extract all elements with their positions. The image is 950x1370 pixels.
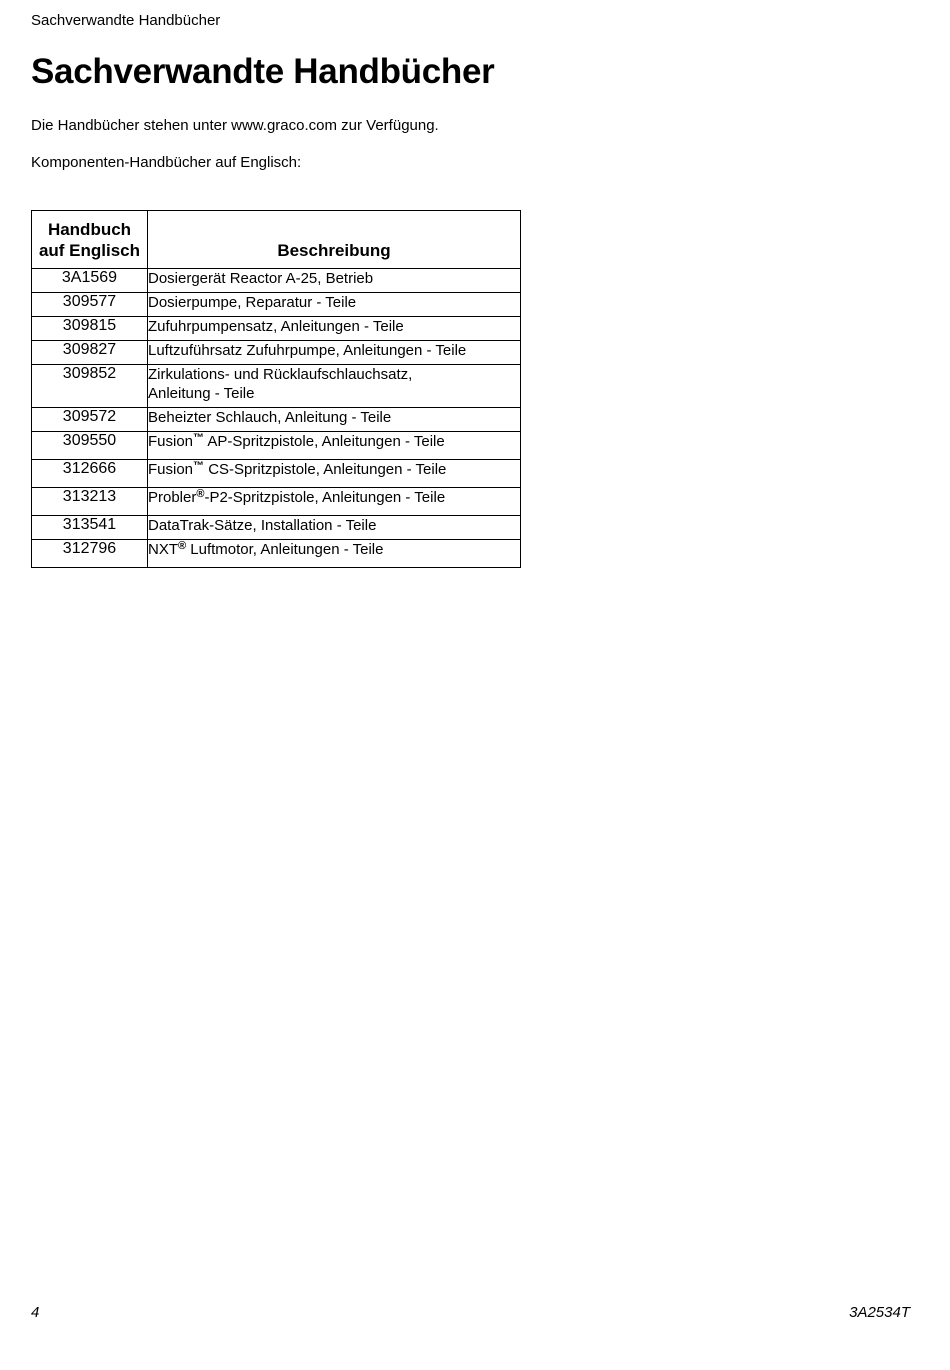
manual-description — [148, 460, 521, 488]
manual-number: 313541 — [32, 516, 148, 540]
desc-brand: Probler — [148, 489, 197, 506]
manual-number: 313213 — [32, 488, 148, 516]
table-row — [32, 341, 521, 365]
manual-description — [148, 432, 521, 460]
desc-brand: NXT — [148, 541, 178, 558]
manual-description: Luftzuführsatz Zufuhrpumpe, Anleitungen - Teile — [148, 341, 521, 365]
table-row — [32, 365, 521, 408]
header-description: Beschreibung — [148, 211, 521, 269]
manual-description-line1: Zirkulations- und Rücklaufschlauchsatz, — [148, 366, 413, 383]
manual-description — [148, 488, 521, 516]
header-manual-line2: auf Englisch — [38, 241, 141, 260]
manual-description: DataTrak-Sätze, Installation - Teile — [148, 516, 521, 540]
manual-number: 309827 — [32, 341, 148, 365]
registered-mark: ® — [196, 488, 205, 500]
trademark-mark: ™ — [193, 460, 205, 472]
manual-number: 312796 — [32, 540, 148, 568]
page-title: Sachverwandte Handbücher — [31, 52, 495, 91]
table-row — [32, 432, 521, 460]
manual-number: 3A1569 — [32, 269, 148, 293]
table-row — [32, 269, 521, 293]
manual-number: 309572 — [32, 408, 148, 432]
table-row — [32, 540, 521, 568]
desc-rest: AP-Spritzpistole, Anleitungen - Teile — [204, 433, 445, 450]
manual-number: 309550 — [32, 432, 148, 460]
header-manual-line1: Handbuch — [47, 220, 132, 239]
intro-text: Die Handbücher stehen unter www.graco.com zur Verfügung. — [31, 117, 439, 134]
footer-page-number: 4 — [31, 1304, 40, 1321]
header-manual — [32, 211, 148, 269]
desc-brand: Fusion — [148, 461, 194, 478]
desc-rest: -P2-Spritzpistole, Anleitungen - Teile — [204, 489, 446, 506]
subintro-text: Komponenten-Handbücher auf Englisch: — [31, 154, 302, 171]
manuals-table — [31, 210, 521, 568]
manual-description: Zufuhrpumpensatz, Anleitungen - Teile — [148, 317, 521, 341]
footer-doc-number: 3A2534T — [849, 1304, 910, 1321]
trademark-mark: ™ — [193, 432, 205, 444]
table-row — [32, 293, 521, 317]
manual-number: 309815 — [32, 317, 148, 341]
manual-number: 309852 — [32, 365, 148, 408]
manual-description — [148, 365, 521, 408]
table-row — [32, 516, 521, 540]
manual-description: Dosiergerät Reactor A-25, Betrieb — [148, 269, 521, 293]
manual-description: Beheizter Schlauch, Anleitung - Teile — [148, 408, 521, 432]
manual-description — [148, 540, 521, 568]
desc-brand: Fusion — [148, 433, 194, 450]
desc-rest: Luftmotor, Anleitungen - Teile — [186, 541, 384, 558]
running-header: Sachverwandte Handbücher — [31, 12, 221, 29]
manual-number: 312666 — [32, 460, 148, 488]
table-row — [32, 317, 521, 341]
table-row — [32, 488, 521, 516]
table-row — [32, 408, 521, 432]
table-header-row — [32, 211, 521, 269]
desc-rest: CS-Spritzpistole, Anleitungen - Teile — [204, 461, 447, 478]
registered-mark: ® — [178, 540, 187, 552]
manual-number: 309577 — [32, 293, 148, 317]
manual-description-line2: Anleitung - Teile — [148, 385, 255, 402]
table-row — [32, 460, 521, 488]
manual-description: Dosierpumpe, Reparatur - Teile — [148, 293, 521, 317]
